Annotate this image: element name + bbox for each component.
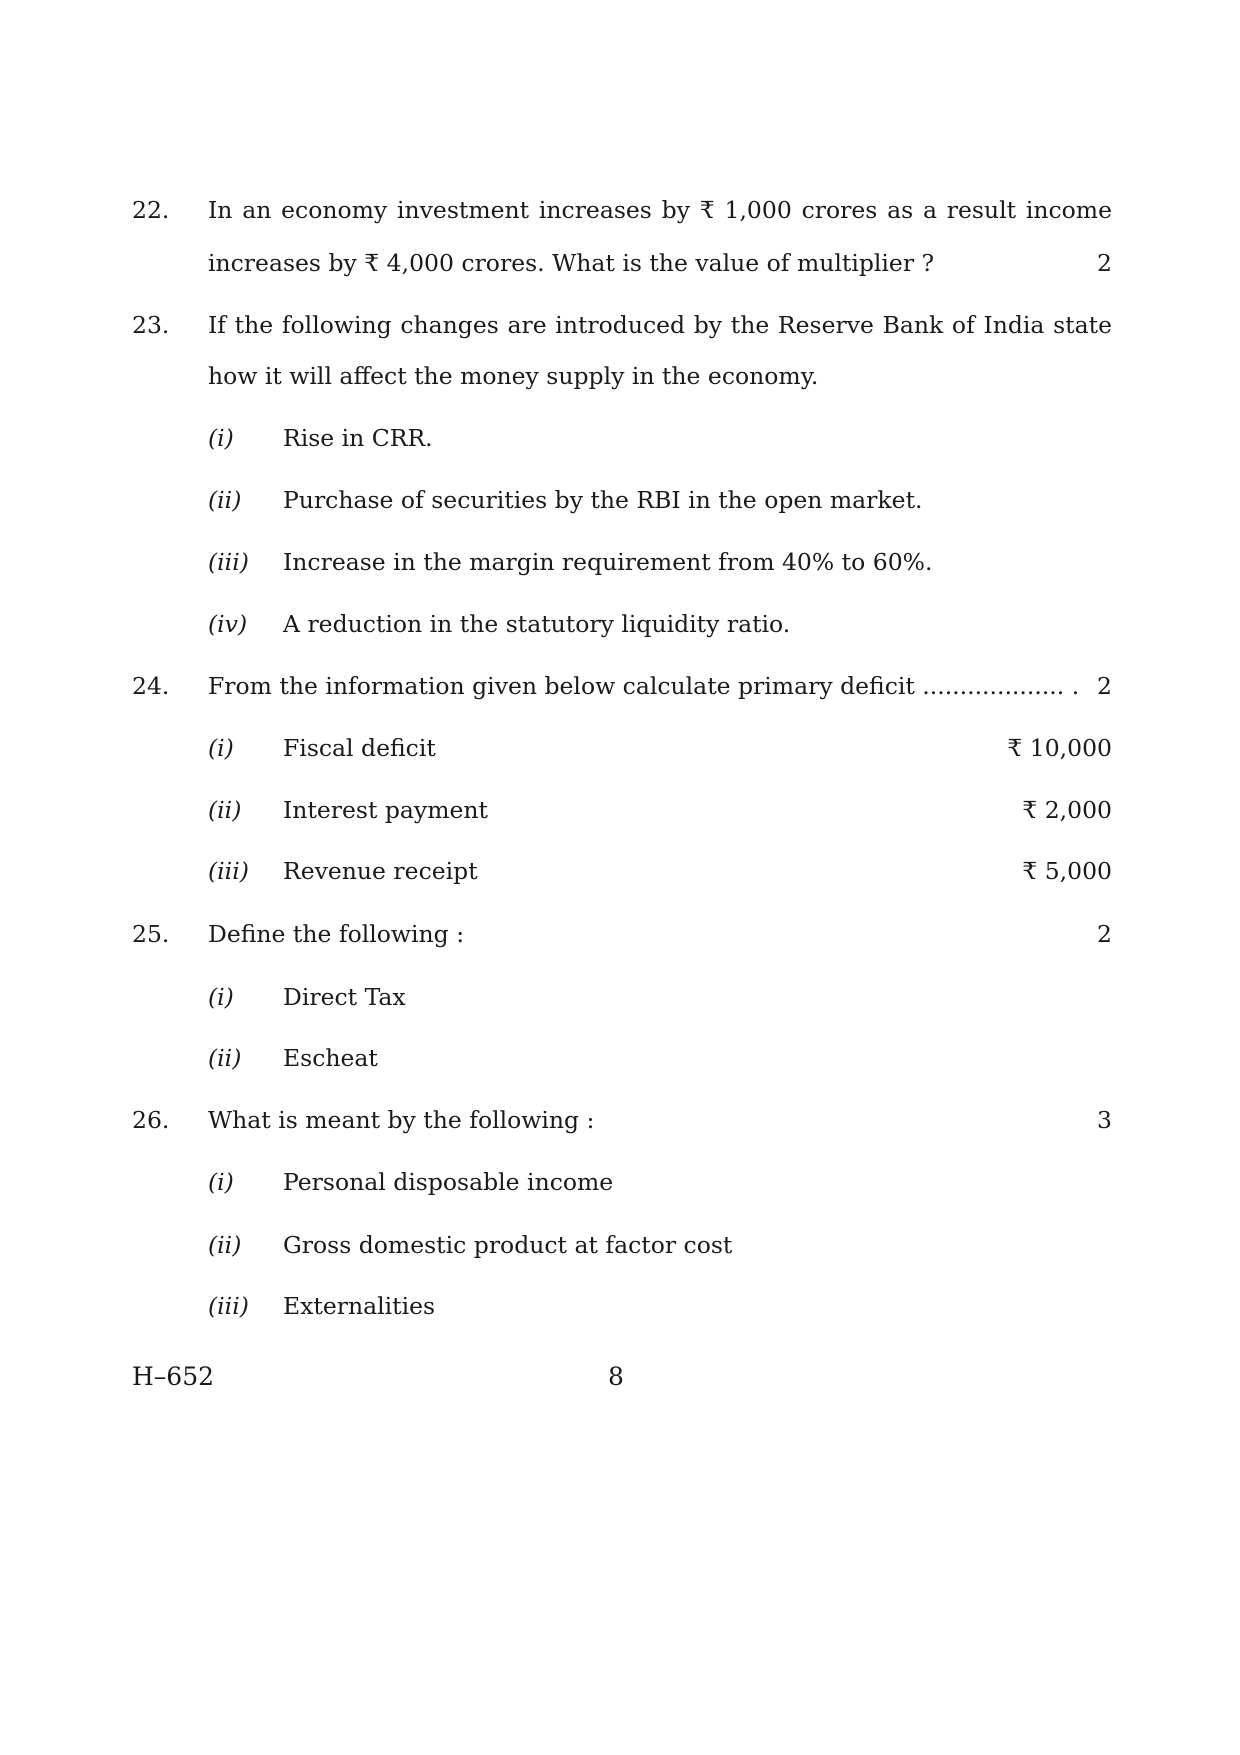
q23-item-text: Increase in the margin requirement from 40% to 60%.: [283, 548, 933, 576]
page-number: 8: [608, 1362, 624, 1391]
question-22-line-2: increases by ₹ 4,000 crores. What is the value of multiplier ?: [208, 249, 935, 277]
q25-item-label: (i): [208, 983, 234, 1011]
q24-item-text: Fiscal deficit: [283, 734, 436, 762]
q24-item-amount: ₹ 5,000: [1022, 857, 1112, 885]
q23-item-text: A reduction in the statutory liquidity ratio.: [283, 610, 791, 638]
q26-item-label: (iii): [208, 1292, 249, 1320]
question-24-line-1: From the information given below calculate primary deficit ................... .: [208, 672, 1080, 700]
q26-item-text: Personal disposable income: [283, 1168, 614, 1196]
question-23-number: 23.: [132, 311, 170, 339]
q26-item-text: Gross domestic product at factor cost: [283, 1231, 733, 1259]
question-26-number: 26.: [132, 1106, 170, 1134]
q25-item-text: Escheat: [283, 1044, 378, 1072]
question-25-marks: 2: [1097, 920, 1112, 948]
q24-item-text: Revenue receipt: [283, 857, 478, 885]
q23-item-label: (iii): [208, 548, 249, 576]
question-22-number: 22.: [132, 196, 170, 224]
question-23-line-1: If the following changes are introduced by the Reserve Bank of India state: [208, 311, 1112, 339]
q25-item-label: (ii): [208, 1044, 242, 1072]
question-26-marks: 3: [1097, 1106, 1112, 1134]
q23-item-text: Purchase of securities by the RBI in the open market.: [283, 486, 923, 514]
q24-item-text: Interest payment: [283, 796, 488, 824]
q25-item-text: Direct Tax: [283, 983, 406, 1011]
question-25-number: 25.: [132, 920, 170, 948]
question-25-line-1: Define the following :: [208, 920, 465, 948]
q23-item-text: Rise in CRR.: [283, 424, 433, 452]
q23-item-label: (iv): [208, 610, 248, 638]
q26-item-label: (i): [208, 1168, 234, 1196]
question-24-marks: 2: [1097, 672, 1112, 700]
paper-code: H–652: [132, 1362, 215, 1391]
q24-item-amount: ₹ 2,000: [1022, 796, 1112, 824]
question-22-marks: 2: [1097, 249, 1112, 277]
question-26-line-1: What is meant by the following :: [208, 1106, 595, 1134]
q26-item-label: (ii): [208, 1231, 242, 1259]
q26-item-text: Externalities: [283, 1292, 436, 1320]
q24-item-label: (ii): [208, 796, 242, 824]
question-23-line-2: how it will affect the money supply in the economy.: [208, 362, 819, 390]
q23-item-label: (i): [208, 424, 234, 452]
q24-item-label: (i): [208, 734, 234, 762]
q23-item-label: (ii): [208, 486, 242, 514]
question-24-number: 24.: [132, 672, 170, 700]
q24-item-amount: ₹ 10,000: [1007, 734, 1112, 762]
question-22-line-1: In an economy investment increases by ₹ 1,000 crores as a result income: [208, 196, 1112, 224]
q24-item-label: (iii): [208, 857, 249, 885]
